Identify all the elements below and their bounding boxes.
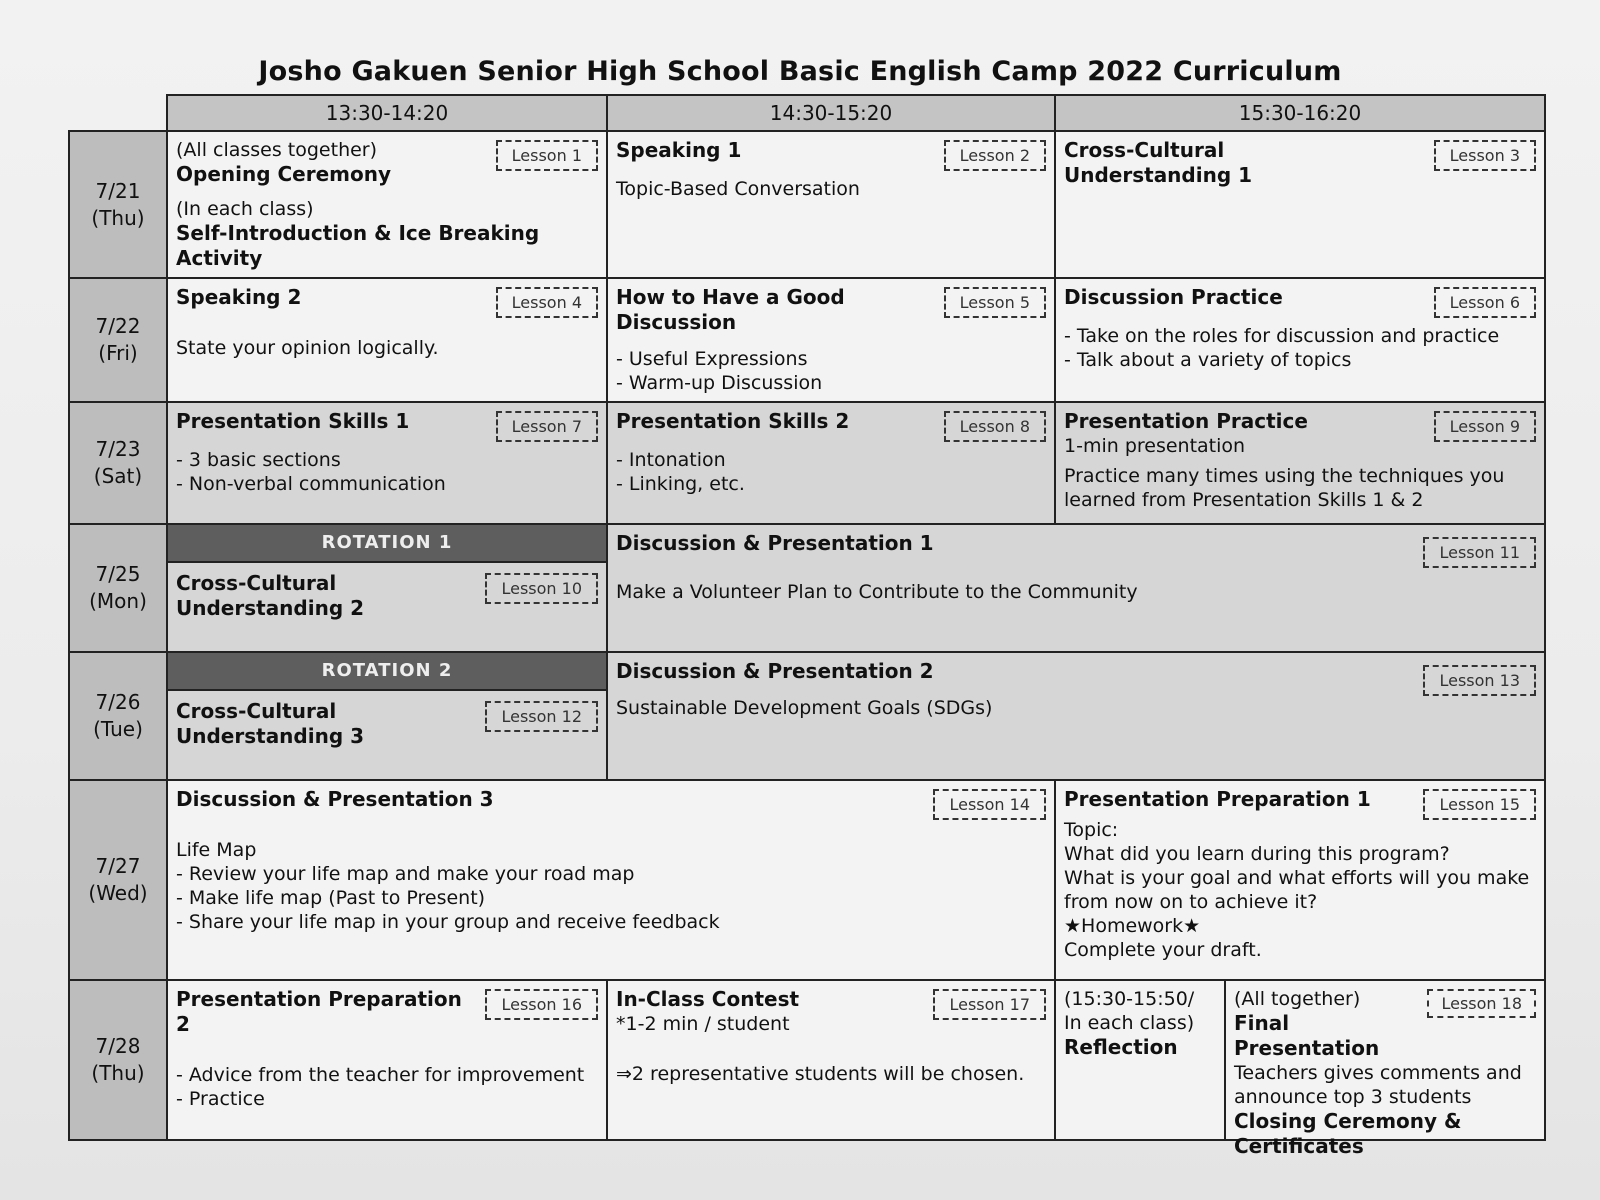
lesson-title: Presentation Skills 1 <box>176 409 410 433</box>
day-row-728 <box>69 980 1545 1140</box>
lesson-title: Discussion & Presentation 1 <box>616 531 934 555</box>
lesson-1-cell <box>167 131 607 278</box>
lesson-8-cell <box>607 402 1055 524</box>
lesson-title: Final Presentation <box>1234 1011 1380 1060</box>
lesson-title: Closing Ceremony & Certificates <box>1234 1109 1462 1158</box>
lesson-5-cell <box>607 278 1055 402</box>
date: 7/25 <box>95 562 141 586</box>
lesson-detail: ⇒2 representative students will be chosen. <box>616 1063 1025 1085</box>
lesson-detail: What is your goal and what efforts will you make from now on to achieve it? <box>1064 867 1530 913</box>
lesson-detail: - Intonation <box>616 449 726 471</box>
day-row-725 <box>69 524 1545 652</box>
lesson-16-cell <box>167 980 607 1140</box>
lesson-tag: Lesson 16 <box>485 989 598 1020</box>
day-row-723 <box>69 402 1545 524</box>
lesson-detail: - Useful Expressions <box>616 348 808 370</box>
lesson-tag: Lesson 2 <box>944 140 1046 171</box>
lesson-title: Presentation Preparation 2 <box>176 987 462 1036</box>
lesson-14-cell <box>167 780 1055 980</box>
lesson-detail: - Non-verbal communication <box>176 473 446 495</box>
rotation-1-cell <box>167 524 607 652</box>
lesson-detail: Sustainable Development Goals (SDGs) <box>616 697 993 719</box>
lesson-2-cell <box>607 131 1055 278</box>
lesson-title: Understanding 2 <box>176 596 365 620</box>
curriculum-table <box>68 94 1546 1158</box>
reflection-note: In each class) <box>1064 1012 1195 1034</box>
lesson-tag: Lesson 7 <box>496 411 598 442</box>
date-cell <box>69 402 167 524</box>
date: 7/22 <box>95 314 141 338</box>
lesson-title: Cross-Cultural <box>176 699 337 723</box>
lesson-tag: Lesson 10 <box>485 573 598 604</box>
lesson-9-cell <box>1055 402 1545 524</box>
lesson-detail: - Take on the roles for discussion and practice <box>1064 325 1500 347</box>
day: (Sat) <box>93 464 143 488</box>
date-cell <box>69 524 167 652</box>
lesson-detail: - Review your life map and make your road map <box>176 863 635 885</box>
rotation-banner: ROTATION 1 <box>168 525 606 563</box>
day: (Thu) <box>91 205 145 230</box>
reflection-time: (15:30-15:50/ <box>1064 988 1195 1010</box>
lesson-detail: Topic: <box>1064 819 1119 841</box>
lesson-detail: - Practice <box>176 1088 265 1110</box>
split-container <box>1056 981 1544 1158</box>
lesson-note: (In each class) <box>176 198 314 220</box>
date: 7/21 <box>95 178 141 203</box>
lesson-detail: 1-min presentation <box>1064 435 1246 457</box>
lesson-detail: - Make life map (Past to Present) <box>176 887 486 909</box>
lesson-detail: Complete your draft. <box>1064 939 1262 961</box>
time-slot-1: 13:30-14:20 <box>167 95 607 131</box>
lesson-note: (All together) <box>1234 988 1361 1010</box>
rotation-2-cell <box>167 652 607 780</box>
date-cell <box>69 980 167 1140</box>
lesson-detail: Topic-Based Conversation <box>616 178 860 200</box>
day: (Mon) <box>89 589 147 613</box>
lesson-tag: Lesson 12 <box>485 701 598 732</box>
page-title: Josho Gakuen Senior High School Basic English Camp 2022 Curriculum <box>258 56 1342 87</box>
lesson-title: Understanding 3 <box>176 724 365 748</box>
lesson-13-cell <box>607 652 1545 780</box>
lesson-detail: - Share your life map in your group and receive feedback <box>176 911 720 933</box>
date-cell <box>69 131 167 278</box>
date: 7/23 <box>95 437 141 461</box>
lesson-title: In-Class Contest <box>616 987 800 1011</box>
lesson-tag: Lesson 8 <box>944 411 1046 442</box>
lesson-title: Discussion & Presentation 2 <box>616 659 934 683</box>
lesson-detail: - Talk about a variety of topics <box>1064 349 1352 371</box>
day: (Thu) <box>91 1061 145 1085</box>
lesson-tag: Lesson 17 <box>933 989 1046 1020</box>
lesson-6-cell <box>1055 278 1545 402</box>
lesson-title: Presentation Practice <box>1064 409 1308 433</box>
corner-cell <box>69 95 167 131</box>
day-row-721 <box>69 131 1545 278</box>
lesson-detail: Practice many times using the techniques you learned from Presentation Skills 1 & 2 <box>1064 465 1505 511</box>
date-cell <box>69 652 167 780</box>
lesson-title: Cross-Cultural <box>1064 138 1225 162</box>
day-row-726 <box>69 652 1545 780</box>
final-day-split-cell <box>1055 980 1545 1158</box>
lesson-title: Speaking 1 <box>616 138 742 162</box>
date: 7/28 <box>95 1034 141 1058</box>
lesson-detail: *1-2 min / student <box>616 1013 790 1035</box>
lesson-title: Discussion Practice <box>1064 285 1283 309</box>
lesson-title: Presentation Skills 2 <box>616 409 850 433</box>
date-cell <box>69 780 167 980</box>
date-cell <box>69 278 167 402</box>
lesson-detail: - Linking, etc. <box>616 473 745 495</box>
lesson-detail: What did you learn during this program? <box>1064 843 1450 865</box>
day-row-727 <box>69 780 1545 980</box>
lesson-3-cell <box>1055 131 1545 278</box>
lesson-7-cell <box>167 402 607 524</box>
day: (Tue) <box>93 717 143 741</box>
lesson-detail: - Warm-up Discussion <box>616 372 823 394</box>
lesson-tag: Lesson 13 <box>1423 665 1536 696</box>
lesson-title: Cross-Cultural <box>176 571 337 595</box>
lesson-tag: Lesson 5 <box>944 287 1046 318</box>
reflection-title: Reflection <box>1064 1035 1178 1059</box>
lesson-tag: Lesson 15 <box>1423 789 1536 820</box>
lesson-title: Discussion & Presentation 3 <box>176 787 494 811</box>
lesson-tag: Lesson 14 <box>933 789 1046 820</box>
time-header-row <box>69 95 1545 131</box>
day-row-722 <box>69 278 1545 402</box>
lesson-detail: Life Map <box>176 839 257 861</box>
day: (Wed) <box>88 881 148 905</box>
lesson-title: Self-Introduction & Ice Breaking Activity <box>176 221 540 270</box>
lesson-4-cell <box>167 278 607 402</box>
lesson-tag: Lesson 18 <box>1427 989 1536 1018</box>
lesson-tag: Lesson 9 <box>1434 411 1536 442</box>
time-slot-2: 14:30-15:20 <box>607 95 1055 131</box>
lesson-tag: Lesson 11 <box>1423 537 1536 568</box>
reflection-cell <box>1056 981 1226 1139</box>
lesson-note: (All classes together) <box>176 139 378 161</box>
lesson-11-cell <box>607 524 1545 652</box>
lesson-title: Speaking 2 <box>176 285 302 309</box>
lesson-title: How to Have a Good Discussion <box>616 285 845 334</box>
homework-label: ★Homework★ <box>1064 915 1201 937</box>
lesson-detail: - Advice from the teacher for improvement <box>176 1064 585 1086</box>
lesson-title: Opening Ceremony <box>176 162 392 186</box>
lesson-tag: Lesson 3 <box>1434 140 1536 171</box>
lesson-detail: Make a Volunteer Plan to Contribute to the Community <box>616 581 1138 603</box>
lesson-15-cell <box>1055 780 1545 980</box>
lesson-tag: Lesson 4 <box>496 287 598 318</box>
rotation-banner: ROTATION 2 <box>168 653 606 691</box>
lesson-17-cell <box>607 980 1055 1140</box>
date: 7/27 <box>95 854 141 878</box>
lesson-18-cell <box>1226 981 1544 1158</box>
day: (Fri) <box>98 341 138 365</box>
date: 7/26 <box>95 690 141 714</box>
lesson-detail: - 3 basic sections <box>176 449 341 471</box>
time-slot-3: 15:30-16:20 <box>1055 95 1545 131</box>
lesson-title: Understanding 1 <box>1064 163 1253 187</box>
lesson-title: Presentation Preparation 1 <box>1064 787 1371 811</box>
lesson-tag: Lesson 6 <box>1434 287 1536 318</box>
lesson-tag: Lesson 1 <box>496 140 598 171</box>
lesson-detail: State your opinion logically. <box>176 337 439 359</box>
lesson-detail: Teachers gives comments and announce top 3 students <box>1234 1062 1522 1108</box>
